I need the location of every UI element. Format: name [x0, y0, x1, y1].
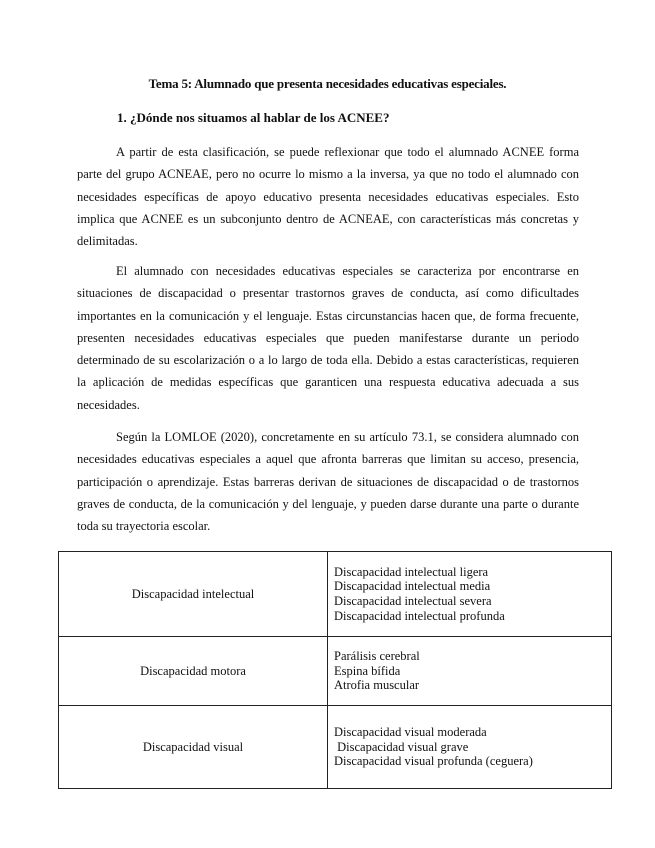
type-item: Discapacidad intelectual severa	[334, 594, 492, 608]
types-cell	[328, 552, 612, 637]
type-item: Discapacidad visual grave	[334, 739, 469, 754]
paragraph-1: A partir de esta clasificación, se puede reflexionar que todo el alumnado ACNEE forma parte del grupo ACNEAE, pero no ocurre lo mismo a la inversa, ya que no todo el alumnado con necesidades específicas de apoyo educativo presenta necesidades educativas especiales. Esto implica que ACNEE es un subconjunto dentro de ACNEAE, con características más concretas y delimitadas.	[77, 145, 579, 249]
type-item: Parálisis cerebral	[334, 648, 420, 663]
table-row	[59, 637, 612, 706]
table-row	[59, 552, 612, 637]
category-cell: Discapacidad intelectual	[59, 552, 328, 637]
types-cell	[328, 637, 612, 706]
type-item: Espina bífida	[334, 663, 401, 678]
paragraph-2: El alumnado con necesidades educativas especiales se caracteriza por encontrarse en situaciones de discapacidad o presentar trastornos graves de conducta, así como dificultades importantes en la comunicación y el lenguaje. Estas circunstancias hacen que, de forma frecuente, presenten necesidades educativas especiales que pueden manifestarse durante un periodo determinado de su escolarización o a lo largo de toda ella. Debido a estas características, requieren la aplicación de medidas específicas que garanticen una respuesta educativa adecuada a sus necesidades.	[77, 264, 579, 412]
document-title: Tema 5: Alumnado que presenta necesidades educativas especiales.	[148, 76, 507, 91]
section-heading: 1. ¿Dónde nos situamos al hablar de los ACNEE?	[117, 110, 390, 125]
category-cell: Discapacidad visual	[59, 706, 328, 789]
types-cell	[328, 706, 612, 789]
type-item: Discapacidad visual moderada	[334, 724, 487, 739]
table-row	[59, 706, 612, 789]
type-item: Discapacidad intelectual ligera	[334, 564, 489, 579]
category-cell: Discapacidad motora	[59, 637, 328, 706]
type-item: Discapacidad intelectual media	[334, 579, 491, 594]
type-item: Atrofia muscular	[334, 678, 420, 693]
disability-table	[58, 551, 612, 789]
paragraph-3: Según la LOMLOE (2020), concretamente en su artículo 73.1, se considera alumnado con necesidades educativas especiales a aquel que afronta barreras que limitan su acceso, presencia, participación o aprendizaje. Estas barreras derivan de situaciones de discapacidad o de trastornos graves de conducta, de la comunicación y del lenguaje, y pueden darse durante una parte o durante toda su trayectoria escolar.	[77, 430, 579, 534]
type-item: Discapacidad intelectual profunda	[334, 608, 505, 623]
type-item: Discapacidad visual profunda (ceguera)	[334, 754, 533, 769]
